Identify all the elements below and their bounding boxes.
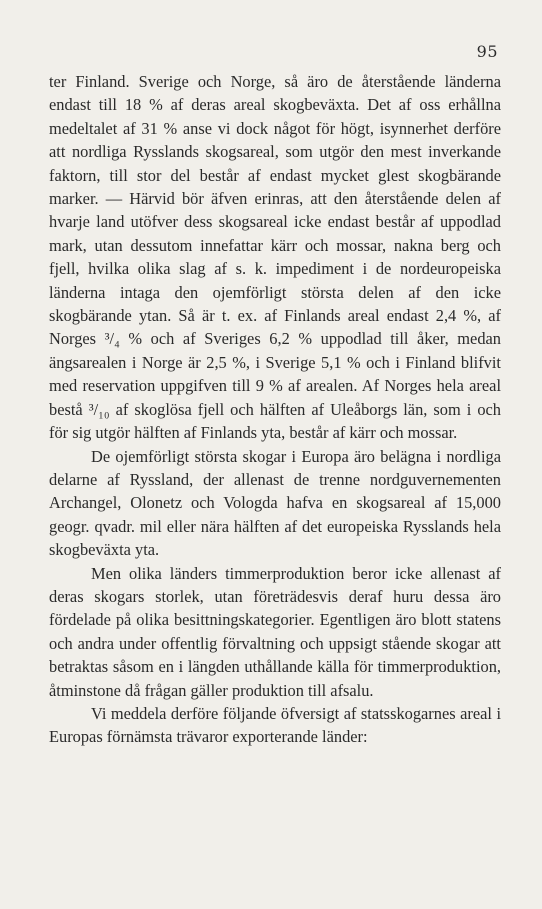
paragraph-1: ter Finland. Sverige och Norge, så äro de återstående länderna endast till 18 % af deras areal skogbeväxta. Det af oss erhållna medeltalet af 31 % anse vi dock något för högt, isynnerhet derföre att nordliga Rysslands skogsareal, som utgör den mest inverkande faktorn, till stor del består af endast mycket glest skogbärande marker. — Härvid bör äfven erinras, att den återstående delen af hvarje land utöfver dess skogsareal icke endast består af uppodlad mark, utan dessutom innefattar kärr och mossar, nakna berg och fjell, hvilka olika slag af s. k. impediment i de nordeuropeiska länderna intaga den ojemförligt största delen af den icke skogbärande ytan. Så är t. ex. af Finlands areal endast 2,4 %, af Norges ³/₄ % och af Sveriges 6,2 % uppodlad till åker, medan ängsarealen i Norge är 2,5 %, i Sverige 5,1 % och i Finland blifvit med reservation uppgifven till 9 % af arealen. Af Norges hela areal bestå ³/₁₀ af skoglösa fjell och hälften af Uleåborgs län, som i och för sig utgör hälften af Finlands yta, består af kärr och mossar.: [49, 72, 501, 443]
paragraph-4: Vi meddela derföre följande öfversigt af statsskogarnes areal i Europas förnämsta trävaror exporterande länder:: [49, 703, 501, 747]
page-number: 95: [476, 42, 498, 61]
paragraph-3: Men olika länders timmerproduktion beror icke allenast af deras skogars storlek, utan företrädesvis deraf huru dessa äro fördelade på olika besittningskategorier. Egentligen äro blott statens och andra under offentlig förvaltning och uppsigt stående skogar att betraktas såsom en i längden uthållande källa för timmerproduktion, åtminstone då frågan gäller produktion till afsalu.: [49, 563, 501, 700]
body-text: [49, 70, 501, 749]
paragraph-2: De ojemförligt största skogar i Europa äro belägna i nordliga delarne af Ryssland, der allenast de trenne nordguvernementen Archangel, Olonetz och Vologda hafva en skogsareal af 15,000 geogr. qvadr. mil eller nära hälften af det europeiska Rysslands hela skogbeväxta yta.: [49, 446, 501, 560]
